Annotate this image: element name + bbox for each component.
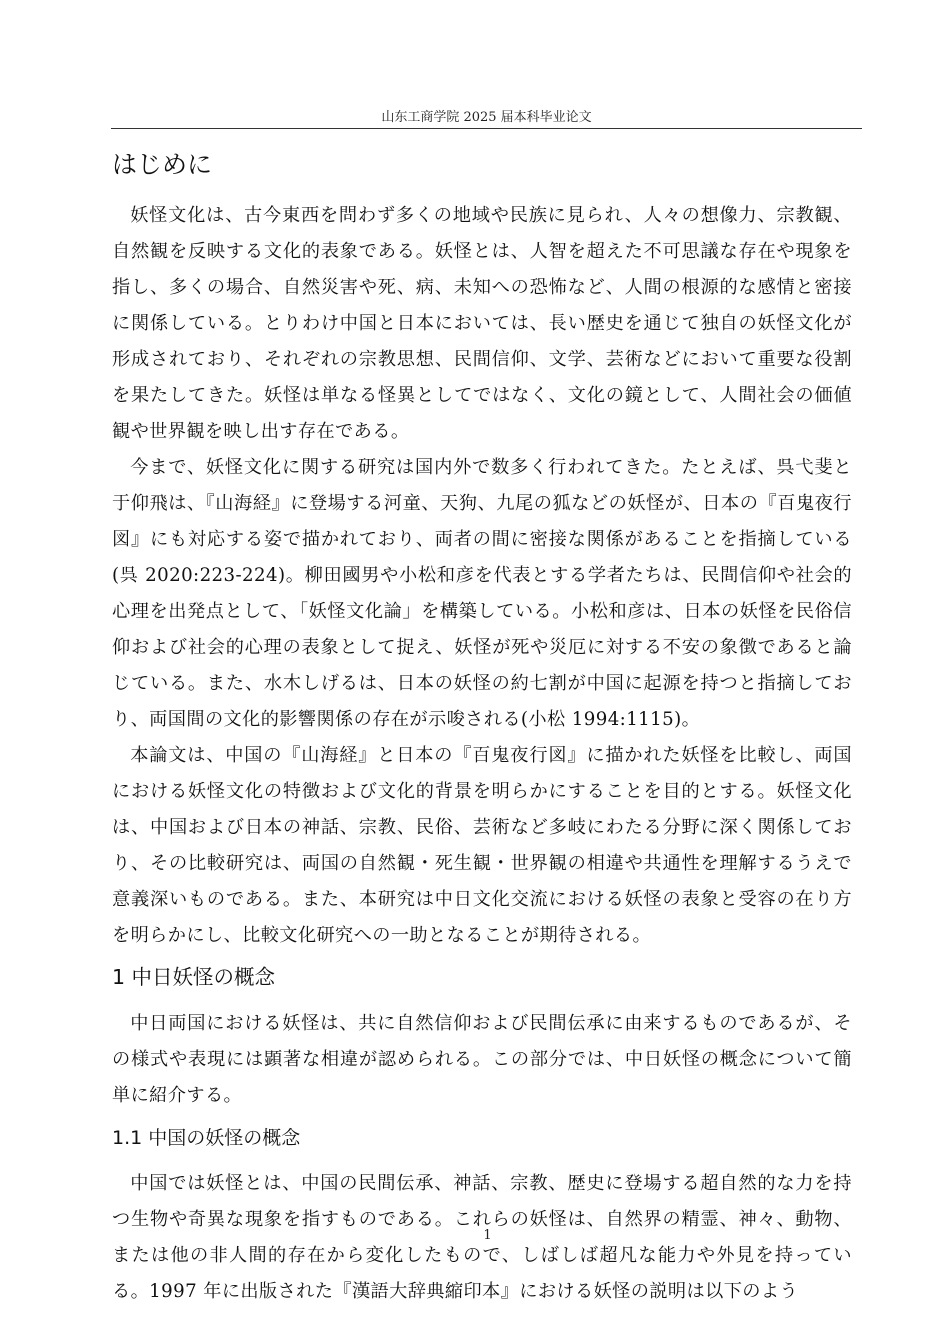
running-header: 山东工商学院 2025 届本科毕业论文: [381, 110, 592, 125]
section-1-1-heading: 1.1 中国の妖怪の概念: [112, 1127, 301, 1149]
page-body: [112, 148, 852, 1310]
page-number: 1: [483, 1228, 492, 1243]
intro-paragraph-2: 今まで、妖怪文化に関する研究は国内外で数多く行われてきた。たとえば、呉弋斐と于仰飛は、『山海経』に登場する河童、天狗、九尾の狐などの妖怪が、日本の『百鬼夜行図』にも対応する姿で描かれており、両者の間に密接な関係があることを指摘している(呉 2020:223-224)。柳田國男や小松和彦を代表とする学者たちは、民間信仰や社会的心理を出発点として、「妖怪文化論」を構築している。小松和彦は、日本の妖怪を民俗信仰および社会的心理の表象として捉え、妖怪が死や災厄に対する不安の象徴であると論じている。また、水木しげるは、日本の妖怪の約七割が中国に起源を持つと指摘しており、両国間の文化的影響関係の存在が示唆される(小松 1994:1115)。: [112, 457, 852, 730]
section-1-paragraph-1: 中日両国における妖怪は、共に自然信仰および民間伝承に由来するものであるが、その様式や表現には顕著な相違が認められる。この部分では、中日妖怪の概念について簡単に紹介する。: [112, 1013, 852, 1106]
section-1-heading: 1 中日妖怪の概念: [112, 965, 276, 989]
section-1-1-paragraph-1: 中国では妖怪とは、中国の民間伝承、神話、宗教、歴史に登場する超自然的な力を持つ生物や奇異な現象を指すものである。これらの妖怪は、自然界の精霊、神々、動物、または他の非人間的存在から変化したもので、しばしば超凡な能力や外見を持っている。1997 年に出版された『漢語大辞典縮印本』における妖怪の説明は以下のよう: [112, 1173, 852, 1302]
intro-paragraph-1: 妖怪文化は、古今東西を問わず多くの地域や民族に見られ、人々の想像力、宗教観、自然観を反映する文化的表象である。妖怪とは、人智を超えた不可思議な存在や現象を指し、多くの場合、自然災害や死、病、未知への恐怖など、人間の根源的な感情と密接に関係している。とりわけ中国と日本においては、長い歴史を通じて独自の妖怪文化が形成されており、それぞれの宗教思想、民間信仰、文学、芸術などにおいて重要な役割を果たしてきた。妖怪は単なる怪異としてではなく、文化の鏡として、人間社会の価値観や世界観を映し出す存在である。: [112, 205, 852, 442]
intro-paragraph-3: 本論文は、中国の『山海経』と日本の『百鬼夜行図』に描かれた妖怪を比較し、両国における妖怪文化の特徴および文化的背景を明らかにすることを目的とする。妖怪文化は、中国および日本の神話、宗教、民俗、芸術など多岐にわたる分野に深く関係しており、その比較研究は、両国の自然観・死生観・世界観の相違や共通性を理解するうえで意義深いものである。また、本研究は中日文化交流における妖怪の表象と受容の在り方を明らかにし、比較文化研究への一助となることが期待される。: [112, 745, 852, 946]
header-rule: [111, 128, 862, 129]
intro-heading: はじめに: [112, 150, 213, 179]
